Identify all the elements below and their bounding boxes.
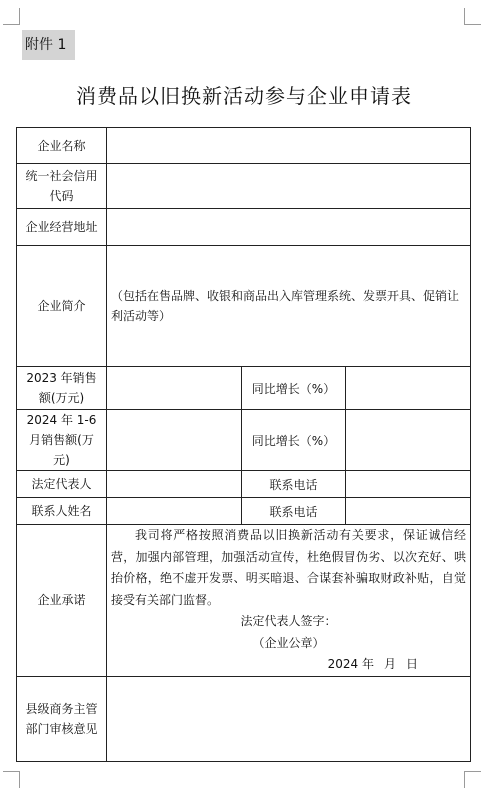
review-label: 县级商务主管部门审核意见: [17, 676, 107, 761]
row-review: [17, 676, 471, 761]
intro-field[interactable]: （包括在售品牌、收银和商品出入库管理系统、发票开具、促销让利活动等）: [107, 246, 471, 367]
company-name-field[interactable]: [107, 128, 471, 164]
application-form-table: [16, 127, 471, 762]
seal-line: （企业公章）: [252, 635, 325, 650]
contact-name-label: 联系人姓名: [17, 498, 107, 525]
crop-mark-top-left: [3, 8, 20, 25]
address-label: 企业经营地址: [17, 209, 107, 246]
intro-label: 企业简介: [17, 246, 107, 367]
yoy-2023-field[interactable]: [346, 367, 471, 410]
legal-rep-phone-field[interactable]: [346, 471, 471, 498]
row-promise: [17, 525, 471, 677]
row-contact: [17, 498, 471, 525]
yoy-2024-field[interactable]: [346, 410, 471, 471]
row-intro: [17, 246, 471, 367]
promise-text: 我司将严格按照消费品以旧换新活动有关要求，保证诚信经营，加强内部管理，加强活动宣传，杜绝假冒伪劣、以次充好、哄抬价格，绝不虚开发票、明买暗退、合谋套补骗取财政补贴，自觉接受有关部门监督。: [111, 528, 466, 607]
date-line: [111, 654, 466, 676]
date-year: 2024 年: [327, 657, 374, 671]
contact-phone-label: 联系电话: [242, 498, 346, 525]
row-sales-2024: [17, 410, 471, 471]
yoy-2023-label: 同比增长（%）: [242, 367, 346, 410]
crop-mark-top-right: [464, 8, 481, 25]
document-title: 消费品以旧换新活动参与企业申请表: [76, 84, 412, 108]
row-legal-rep: [17, 471, 471, 498]
credit-code-field[interactable]: [107, 164, 471, 209]
legal-rep-label: 法定代表人: [17, 471, 107, 498]
promise-label: 企业承诺: [17, 525, 107, 677]
row-address: [17, 209, 471, 246]
date-month: 月: [383, 657, 396, 671]
contact-name-field[interactable]: [107, 498, 242, 525]
yoy-2024-label: 同比增长（%）: [242, 410, 346, 471]
attachment-label: 附件 1: [22, 30, 75, 60]
legal-rep-phone-label: 联系电话: [242, 471, 346, 498]
signature-line: 法定代表人签字：: [240, 614, 337, 628]
legal-rep-field[interactable]: [107, 471, 242, 498]
sales-2023-field[interactable]: [107, 367, 242, 410]
contact-phone-field[interactable]: [346, 498, 471, 525]
address-field[interactable]: [107, 209, 471, 246]
crop-mark-bottom-right: [464, 771, 481, 788]
sales-2024-label: 2024 年 1-6 月销售额(万元): [17, 410, 107, 471]
promise-cell: [107, 525, 471, 677]
sales-2023-label: 2023 年销售额(万元): [17, 367, 107, 410]
row-company-name: [17, 128, 471, 164]
review-field[interactable]: [107, 676, 471, 761]
row-credit-code: [17, 164, 471, 209]
credit-code-label: 统一社会信用代码: [17, 164, 107, 209]
company-name-label: 企业名称: [17, 128, 107, 164]
sales-2024-field[interactable]: [107, 410, 242, 471]
date-day: 日: [405, 657, 418, 671]
row-sales-2023: [17, 367, 471, 410]
crop-mark-bottom-left: [3, 771, 20, 788]
